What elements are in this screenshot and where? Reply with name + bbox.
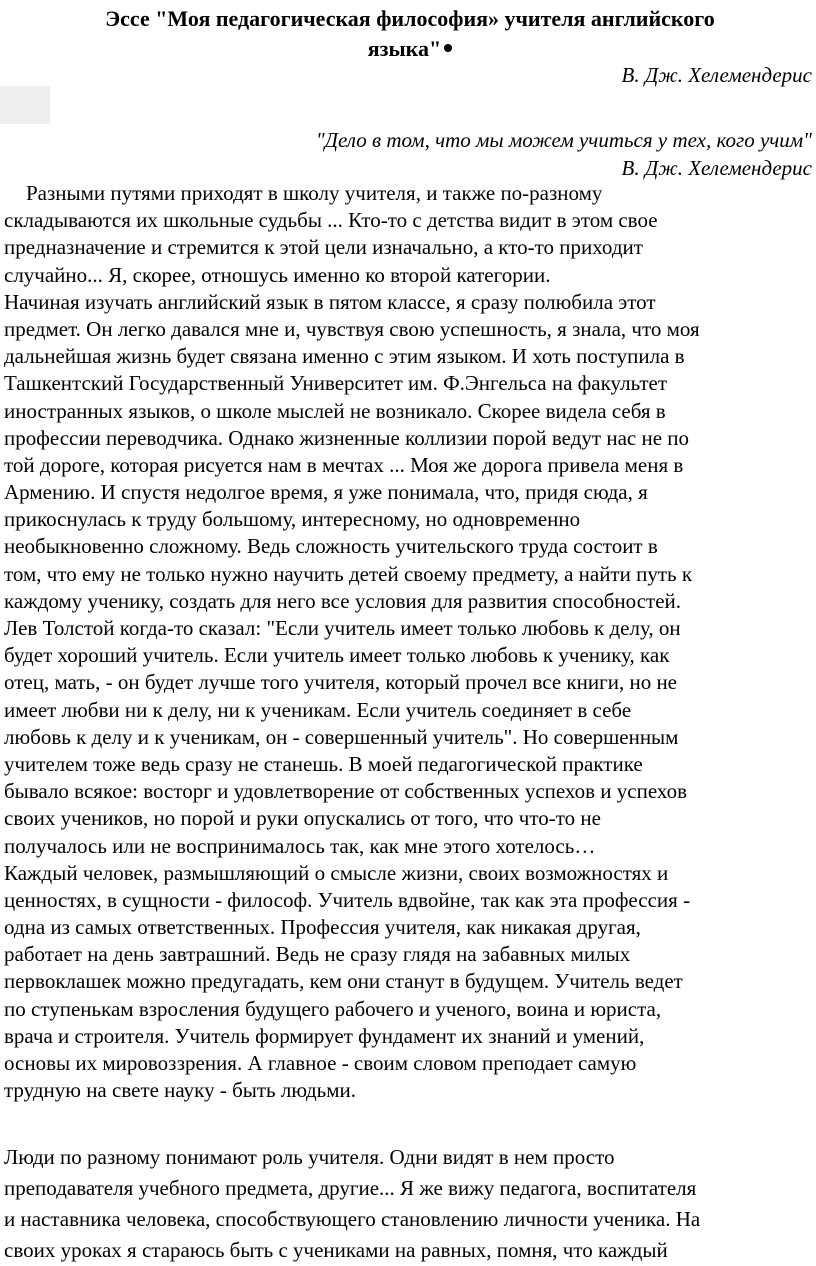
text-line: Армению. И спустя недолгое время, я уже понимала, что, придя сюда, я: [4, 480, 648, 505]
text-line: прикоснулась к труду большому, интересному, но одновременно: [4, 507, 581, 532]
text-line: врача и строителя. Учитель формирует фундамент их знаний и умений,: [4, 1023, 645, 1048]
text-line: предназначение и стремится к этой цели изначально, а кто-то приходит: [4, 235, 643, 260]
bullet-icon: [444, 44, 452, 52]
text-line: Лев Толстой когда-то сказал: "Если учитель имеет только любовь к делу, он: [4, 616, 681, 640]
text-line: складываются их школьные судьбы ... Кто-то с детства видит в этом свое: [4, 208, 658, 233]
text-line: том, что ему не только нужно научить детей своему предмету, а найти путь к: [4, 561, 693, 586]
text-line: той дороге, которая рисуется нам в мечтах ... Моя же дорога привела меня в: [4, 452, 684, 477]
text-line: трудную на свете науку - быть людьми.: [4, 1078, 357, 1103]
text-line: будет хороший учитель. Если учитель имеет только любовь к ученику, как: [4, 643, 670, 668]
text-line: Разными путями приходят в школу учителя, и также по-разному: [26, 181, 603, 205]
essay-title-line-2: языка": [367, 36, 442, 61]
epigraph-author: В. Дж. Хелемендерис: [621, 156, 812, 180]
text-line: одна из самых ответственных. Профессия учителя, как никакая другая,: [4, 915, 641, 940]
text-line: любовь к делу и к ученикам, он - совершенный учитель". Но совершенным: [4, 724, 679, 749]
text-line: случайно... Я, скорее, отношусь именно ко второй категории.: [4, 262, 551, 287]
text-line: основы их мировоззрения. А главное - своим словом преподает самую: [4, 1051, 637, 1075]
text-line: имеет любви ни к делу, ни к ученикам. Если учитель соединяет в себе: [4, 697, 632, 722]
text-line: и наставника человека, способствующего становлению личности ученика. На: [4, 1207, 701, 1231]
essay-body-continued: [4, 1142, 816, 1266]
text-line: получалось или не воспринималось так, как мне этого хотелось…: [4, 833, 596, 858]
text-line: своих учеников, но порой и руки опускались от того, что что-то не: [4, 806, 601, 831]
text-line: Начиная изучать английский язык в пятом классе, я сразу полюбила этот: [4, 289, 656, 314]
essay-title-line-1: Эссе "Моя педагогическая философия» учителя английского: [105, 6, 715, 31]
essay-body: [4, 180, 816, 1104]
essay-title: [60, 4, 760, 64]
text-line: необыкновенно сложному. Ведь сложность учительского труда состоит в: [4, 534, 658, 559]
text-line: иностранных языков, о школе мыслей не возникало. Скорее видела себя в: [4, 398, 666, 423]
epigraph-quote: "Дело в том, что мы можем учиться у тех, кого учим": [315, 128, 812, 152]
text-line: Люди по разному понимают роль учителя. Одни видят в нем просто: [4, 1145, 615, 1169]
text-line: преподавателя учебного предмета, другие... Я же вижу педагога, воспитателя: [4, 1176, 697, 1200]
text-line: по ступенькам взросления будущего рабочего и ученого, воина и юриста,: [4, 996, 662, 1021]
text-line: каждому ученику, создать для него все условия для развития способностей.: [4, 588, 682, 613]
author-signature: В. Дж. Хелемендерис: [621, 63, 812, 87]
text-line: своих уроках я стараюсь быть с учениками на равных, помня, что каждый: [4, 1238, 668, 1262]
text-line: первоклашек можно предугадать, кем они станут в будущем. Учитель ведет: [4, 969, 683, 994]
text-line: предмет. Он легко давался мне и, чувствуя свою успешность, я знала, что моя: [4, 316, 700, 341]
text-line: профессии переводчика. Однако жизненные коллизии порой ведут нас не по: [4, 425, 690, 450]
text-line: Каждый человек, размышляющий о смысле жизни, своих возможностях и: [4, 860, 669, 885]
text-line: ценностях, в сущности - философ. Учитель вдвойне, так как эта профессия -: [4, 887, 691, 912]
image-placeholder: [0, 86, 50, 124]
text-line: работает на день завтрашний. Ведь не сразу глядя на забавных милых: [4, 942, 631, 967]
text-line: отец, мать, - он будет лучше того учителя, который прочел все книги, но не: [4, 670, 678, 695]
text-line: бывало всякое: восторг и удовлетворение от собственных успехов и успехов: [4, 779, 688, 804]
text-line: дальнейшая жизнь будет связана именно с этим языком. И хоть поступила в: [4, 344, 685, 369]
text-line: учителем тоже ведь сразу не станешь. В моей педагогической практике: [4, 751, 643, 776]
epigraph: [316, 126, 812, 182]
text-line: Ташкентский Государственный Университет им. Ф.Энгельса на факультет: [4, 371, 668, 396]
